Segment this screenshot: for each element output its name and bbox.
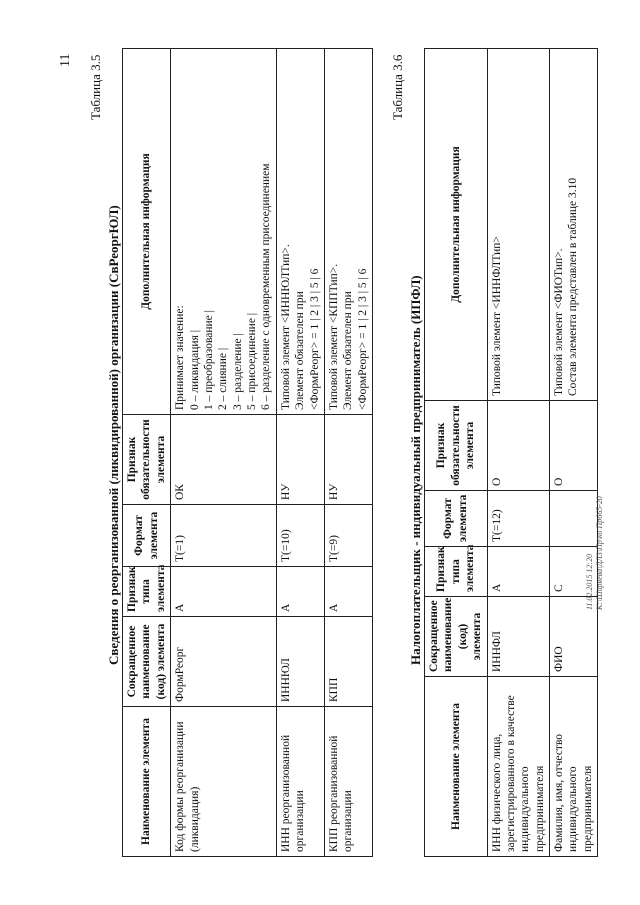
cell-required: О [550,401,598,491]
cell-name: Фамилия, имя, отчество индивидуального предпринимателя [550,677,598,857]
header-code: Сокращенное наименование (код) элемента [123,617,171,707]
table-3-5-title: Сведения о реорганизованной (ликвидированной) организации (СвРеоргЮЛ) [106,205,121,665]
cell-type: А [171,567,277,617]
cell-info [550,49,598,401]
info-line: 1 – преобразование | [202,310,215,410]
cell-type: А [276,567,324,617]
page-number: 11 [58,53,73,67]
cell-required: О [487,401,550,491]
cell-code: ФормРеорг [171,617,277,707]
info-line: Принимает значение: [174,305,187,410]
table-3-6-title: Налогоплательщик - индивидуальный предприниматель (ИПФЛ) [408,275,423,665]
cell-type: А [324,567,372,617]
info-line: Типовой элемент <ИННЮЛТип>. [279,244,292,410]
info-line: <ФормРеорг> = 1 | 2 | 3 | 5 | 6 [308,268,321,410]
cell-format: Т(=9) [324,505,372,567]
info-line: <ФормРеорг> = 1 | 2 | 3 | 5 | 6 [356,268,369,410]
info-line: 3 – разделение | [231,333,244,410]
table-3-6-label: Таблица 3.6 [390,54,405,120]
cell-info [276,49,324,415]
info-line: Элемент обязателен при [342,291,355,410]
info-line: 6 – разделение с одновременным присоединением [260,163,273,410]
info-line: Типовой элемент <ФИОТип>. [553,248,565,396]
header-name: Наименование элемента [425,677,488,857]
table-3-6 [424,48,598,857]
footer-path: К:\Ширяева\ДЛЗ\Пр\ко Пр665-20 [595,496,605,610]
cell-format: Т(=10) [276,505,324,567]
cell-type: С [550,547,598,597]
cell-required: НУ [324,415,372,505]
header-info: Дополнительная информация [425,49,488,401]
header-required: Признак обязательности элемента [123,415,171,505]
header-format: Формат элемента [425,491,488,547]
info-line: 0 – ликвидация | [188,329,201,410]
cell-code: ФИО [550,597,598,677]
table-row [550,49,598,857]
cell-format: Т(=12) [487,491,550,547]
cell-required: НУ [276,415,324,505]
cell-format: Т(=1) [171,505,277,567]
header-info: Дополнительная информация [123,49,171,415]
cell-code: ИННФЛ [487,597,550,677]
table-header-row [123,49,171,857]
cell-name: ИНН реорганизованной организации [276,707,324,857]
cell-name: КПП реорганизованной организации [324,707,372,857]
cell-required: ОК [171,415,277,505]
table-row [276,49,324,857]
cell-code: КПП [324,617,372,707]
footer-timestamp: 11.02.2015 12:20 [585,553,594,610]
info-line: 5 – присоединение | [246,312,258,410]
cell-name: Код формы реорганизации (ликвидация) [171,707,277,857]
cell-info [324,49,372,415]
header-format: Формат элемента [123,505,171,567]
header-type: Признак типа элемента [425,547,488,597]
table-header-row [425,49,488,857]
cell-name: ИНН физического лица, зарегистрированного в качестве индивидуального предпринимателя [487,677,550,857]
cell-code: ИННЮЛ [276,617,324,707]
header-code: Сокращенное наименование (код) элемента [425,597,488,677]
table-row [324,49,372,857]
info-line: Типовой элемент <ИННФЛТип> [490,236,503,396]
cell-type: А [487,547,550,597]
header-type: Признак типа элемента [123,567,171,617]
header-required: Признак обязательности элемента [425,401,488,491]
info-line: Типовой элемент <КППТип>. [327,263,340,410]
table-3-5 [122,48,373,857]
info-line: Состав элемента представлен в таблице 3.10 [567,177,580,396]
cell-info [487,49,550,401]
info-line: Элемент обязателен при [294,291,307,410]
footer-note [585,496,606,610]
cell-info [171,49,277,415]
table-row [487,49,550,857]
table-3-5-label: Таблица 3.5 [88,54,103,120]
header-name: Наименование элемента [123,707,171,857]
table-row [171,49,277,857]
info-line: 2 – слияние | [217,347,230,410]
